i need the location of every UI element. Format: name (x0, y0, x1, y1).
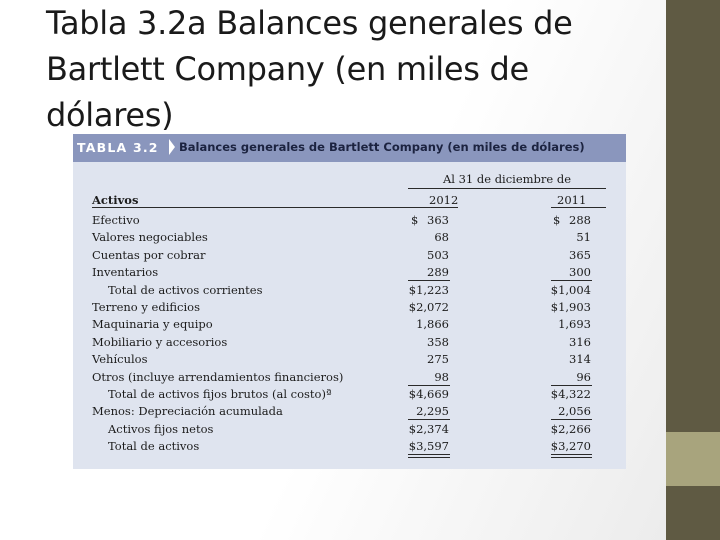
table-row (73, 335, 626, 352)
underline-2011 (551, 419, 592, 420)
row-label: Otros (incluye arrendamientos financieros) (92, 369, 344, 384)
value-2012: 98 (434, 369, 449, 384)
value-2011: 288 (569, 213, 591, 227)
row-label: Activos fijos netos (108, 421, 214, 436)
table-row (73, 370, 626, 387)
row-label: Total de activos corrientes (108, 282, 263, 297)
column-rule-2011 (551, 207, 606, 208)
column-rule-2012 (408, 207, 458, 208)
value-2012: 1,866 (416, 317, 449, 332)
section-rule (92, 207, 408, 208)
row-label: Terreno y edificios (92, 300, 200, 314)
value-2012: $1,223 (408, 282, 449, 297)
value-2012: $3,597 (408, 439, 449, 454)
value-2011: 96 (576, 369, 591, 384)
value-2012: 358 (427, 334, 449, 349)
row-label: Vehículos (92, 352, 148, 367)
value-2011: $4,322 (550, 387, 591, 401)
row-label: Menos: Depreciación acumulada (92, 404, 283, 419)
value-2011: 314 (569, 352, 591, 367)
table-row (73, 300, 626, 317)
table-row (73, 230, 626, 247)
value-2012: 289 (427, 265, 449, 280)
value-2012: 363 (427, 213, 449, 227)
table-tag: TABLA 3.2 (77, 140, 159, 155)
value-2012: 68 (434, 230, 449, 245)
underline-2011 (551, 454, 592, 455)
table-row (73, 213, 626, 230)
value-2011: $1,004 (550, 282, 591, 297)
table-row (73, 422, 626, 439)
tag-arrow-icon (169, 139, 175, 155)
value-2012: 2,295 (416, 404, 449, 419)
underline-2012 (408, 385, 450, 386)
table-row (73, 283, 626, 300)
period-rule (408, 188, 606, 189)
value-2012: $2,374 (408, 421, 449, 436)
decorative-accent-block (666, 432, 720, 486)
underline-2012 (408, 454, 450, 455)
table-caption: Balances generales de Bartlett Company (en miles de dólares) (179, 140, 585, 154)
value-2011: 51 (576, 230, 591, 245)
table-row (73, 404, 626, 421)
table-header-band (73, 134, 626, 162)
decorative-side-bar (666, 0, 720, 540)
value-2011: $1,903 (550, 300, 591, 314)
balance-sheet-table (73, 134, 626, 469)
period-header: Al 31 de diciembre de (442, 172, 572, 186)
row-label: Mobiliario y accesorios (92, 334, 228, 349)
underline-2011 (551, 280, 592, 281)
row-label: Inventarios (92, 265, 159, 280)
value-2011: 365 (569, 247, 591, 262)
currency-symbol-2012: $ (411, 213, 419, 227)
value-2011: 1,693 (558, 317, 591, 332)
value-2012: 503 (427, 247, 449, 262)
currency-symbol-2011: $ (553, 213, 561, 227)
value-2012: 275 (427, 352, 449, 367)
row-label: Total de activos (108, 439, 200, 454)
table-row (73, 265, 626, 282)
table-row (73, 352, 626, 369)
row-label: Total de activos fijos brutos (al costo)ª (108, 387, 332, 401)
column-header-2011: 2011 (557, 193, 587, 207)
table-row (73, 387, 626, 404)
table-row (73, 248, 626, 265)
underline-2012 (408, 419, 450, 420)
value-2011: 300 (569, 265, 591, 280)
row-label: Maquinaria y equipo (92, 317, 213, 332)
value-2011: $2,266 (550, 421, 591, 436)
row-label: Valores negociables (92, 230, 208, 245)
underline-2012 (408, 280, 450, 281)
section-label: Activos (92, 193, 139, 207)
table-row (73, 439, 626, 456)
slide-title: Tabla 3.2a Balances generales de Bartlett Company (en miles de dólares) (46, 4, 573, 134)
row-label: Efectivo (92, 213, 140, 227)
value-2011: $3,270 (550, 439, 591, 454)
table-row (73, 317, 626, 334)
column-header-2012: 2012 (429, 193, 459, 207)
value-2012: $4,669 (408, 387, 449, 401)
value-2011: 316 (569, 334, 591, 349)
double-underline-2012 (408, 457, 450, 458)
value-2011: 2,056 (558, 404, 591, 419)
underline-2011 (551, 385, 592, 386)
value-2012: $2,072 (408, 300, 449, 314)
row-label: Cuentas por cobrar (92, 247, 206, 262)
double-underline-2011 (551, 457, 592, 458)
